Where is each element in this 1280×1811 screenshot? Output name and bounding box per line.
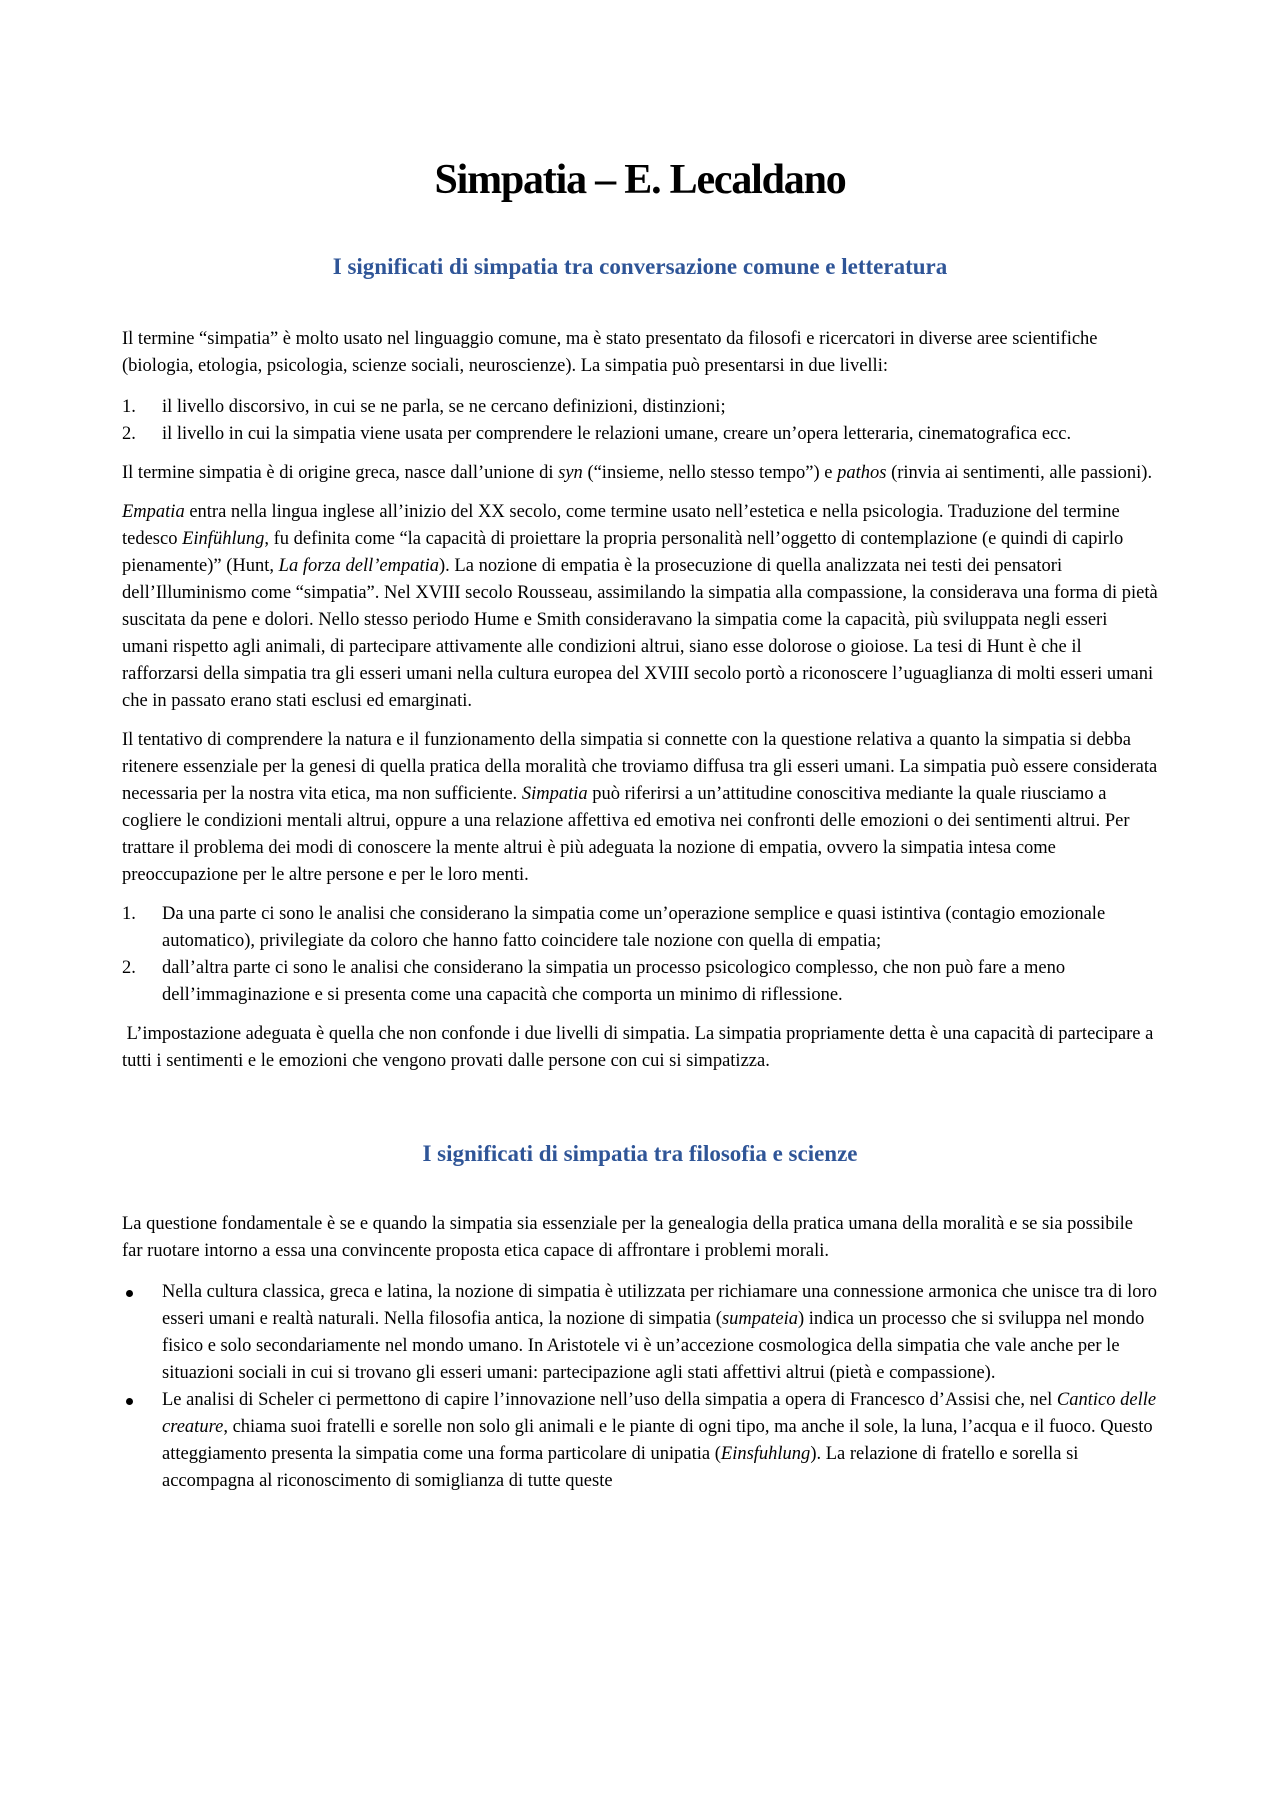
book-title: Cantico delle creature	[162, 1390, 1157, 1437]
book-title: La forza dell’empatia	[278, 556, 440, 576]
paragraph-fondamentale: La questione fondamentale è se e quando la simpatia sia essenziale per la genealogia della pratica umana della moralità e se sia possibile far ruotare intorno a essa una convincente proposta etica capace di affrontare i problemi morali.	[122, 1214, 1133, 1261]
list-number: 1.	[122, 904, 136, 924]
text-run: ). La relazione di fratello e sorella si accompagna al riconoscimento di somiglianza di tutte queste	[162, 1444, 1079, 1491]
bullet-list	[122, 1279, 1158, 1495]
text-run: Il tentativo di comprendere la natura e il funzionamento della simpatia si connette con la questione relativa a quanto la simpatia si debba ritenere essenziale per la genesi di quella pratica della moralità che troviamo diffusa tra gli esseri umani. La simpatia può essere considerata necessaria per la nostra vita etica, ma non sufficiente.	[122, 730, 1158, 804]
analyses-list	[122, 901, 1158, 1009]
term-empatia: Empatia	[122, 502, 185, 522]
term-simpatia: Simpatia	[521, 784, 588, 804]
paragraph-origin	[122, 460, 1158, 487]
list-item	[122, 394, 1158, 421]
text-run: entra nella lingua inglese all’inizio del XX secolo, come termine usato nell’estetica e nella psicologia. Traduzione del termine tedesco	[122, 502, 1120, 549]
list-item	[122, 955, 1158, 1009]
text-run: , fu definita come “la capacità di proiettare la propria personalità nell’oggetto di contemplazione (e quindi di capirlo pienamente)” (Hunt,	[122, 529, 1124, 576]
section-heading-conversazione: I significati di simpatia tra conversazione comune e letteratura	[332, 254, 948, 279]
text-run: (rinvia ai sentimenti, alle passioni).	[886, 463, 1153, 483]
bullet-icon	[126, 1290, 133, 1297]
text-run: Nella cultura classica, greca e latina, la nozione di simpatia è utilizzata per richiamare una connessione armonica che unisce tra di loro esseri umani e realtà naturali. Nella filosofia antica, la nozione di simpatia (	[162, 1282, 1157, 1329]
text-run: (“insieme, nello stesso tempo”) e	[582, 463, 838, 483]
bullet-icon	[126, 1398, 133, 1405]
section-heading-filosofia: I significati di simpatia tra filosofia e scienze	[422, 1141, 858, 1166]
paragraph-tentativo	[122, 727, 1158, 889]
term-sumpateia: sumpateia	[721, 1309, 798, 1329]
list-item	[122, 421, 1158, 448]
list-item	[122, 1387, 1158, 1495]
list-number: 2.	[122, 958, 136, 978]
list-item	[122, 901, 1158, 955]
list-number: 2.	[122, 424, 136, 444]
levels-list	[122, 394, 1158, 448]
list-item-text: il livello in cui la simpatia viene usata per comprendere le relazioni umane, creare un’opera letteraria, cinematografica ecc.	[162, 424, 1072, 444]
text-run: Le analisi di Scheler ci permettono di capire l’innovazione nell’uso della simpatia a opera di Francesco d’Assisi che, nel	[162, 1390, 1057, 1410]
text-run: ) indica un processo che si sviluppa nel mondo fisico e solo secondariamente nel mondo umano. In Aristotele vi è un’accezione cosmologica della simpatia che vale anche per le situazioni sociali in cui si trovano gli esseri umani: partecipazione agli stati affettivi altrui (pietà e compassione).	[162, 1309, 1145, 1383]
paragraph-intro: Il termine “simpatia” è molto usato nel linguaggio comune, ma è stato presentato da filosofi e ricercatori in diverse aree scientifiche (biologia, etologia, psicologia, scienze sociali, neuroscienze). La simpatia può presentarsi in due livelli:	[122, 329, 1098, 376]
term-einfuhlung: Einfühlung	[182, 529, 265, 549]
list-item-text: Da una parte ci sono le analisi che considerano la simpatia come un’operazione semplice e quasi istintiva (contagio emozionale automatico), privilegiate da coloro che hanno fatto coincidere tale nozione con quella di empatia;	[162, 904, 1106, 951]
term-syn: syn	[558, 463, 583, 483]
text-run: può riferirsi a un’attitudine conoscitiva mediante la quale riusciamo a cogliere le condizioni mentali altrui, oppure a una relazione affettiva ed emotiva nei confronti delle emozioni o dei sentimenti altrui. Per trattare il problema dei modi di conoscere la mente altrui è più adeguata la nozione di empatia, ovvero la simpatia intesa come preoccupazione per le altre persone e per le loro menti.	[122, 784, 1130, 885]
text-run: , chiama suoi fratelli e sorelle non solo gli animali e le piante di ogni tipo, ma anche il sole, la luna, l’acqua e il fuoco. Questo atteggiamento presenta la simpatia come una forma particolare di unipatia (	[162, 1417, 1153, 1464]
text-run: ). La nozione di empatia è la prosecuzione di quella analizzata nei testi dei pensatori dell’Illuminismo come “simpatia”. Nel XVIII secolo Rousseau, assimilando la simpatia alla compassione, la considerava una forma di pietà suscitata da pene e dolori. Nello stesso periodo Hume e Smith consideravano la simpatia come la capacità, più sviluppata negli esseri umani rispetto agli animali, di partecipare attivamente alle condizioni altrui, siano esse dolorose o gioiose. La tesi di Hunt è che il rafforzarsi della simpatia tra gli esseri umani nella cultura europea del XVIII secolo portò a riconoscere l’uguaglianza di molti esseri umani che in passato erano stati esclusi ed emarginati.	[122, 556, 1158, 711]
list-item-text: dall’altra parte ci sono le analisi che considerano la simpatia un processo psicologico complesso, che non può fare a meno dell’immaginazione e si presenta come una capacità che comporta un minimo di riflessione.	[162, 958, 1066, 1005]
paragraph-impostazione: L’impostazione adeguata è quella che non confonde i due livelli di simpatia. La simpatia propriamente detta è una capacità di partecipare a tutti i sentimenti e le emozioni che vengono provati dalle persone con cui si simpatizza.	[122, 1024, 1158, 1071]
list-number: 1.	[122, 397, 136, 417]
term-einsfuhlung: Einsfuhlung	[720, 1444, 811, 1464]
list-item-text: il livello discorsivo, in cui se ne parla, se ne cercano definizioni, distinzioni;	[162, 397, 726, 417]
list-item	[122, 1279, 1158, 1387]
paragraph-empatia	[122, 499, 1158, 715]
document-title: Simpatia – E. Lecaldano	[434, 157, 846, 203]
term-pathos: pathos	[837, 463, 887, 483]
text-run: Il termine simpatia è di origine greca, nasce dall’unione di	[122, 463, 559, 483]
